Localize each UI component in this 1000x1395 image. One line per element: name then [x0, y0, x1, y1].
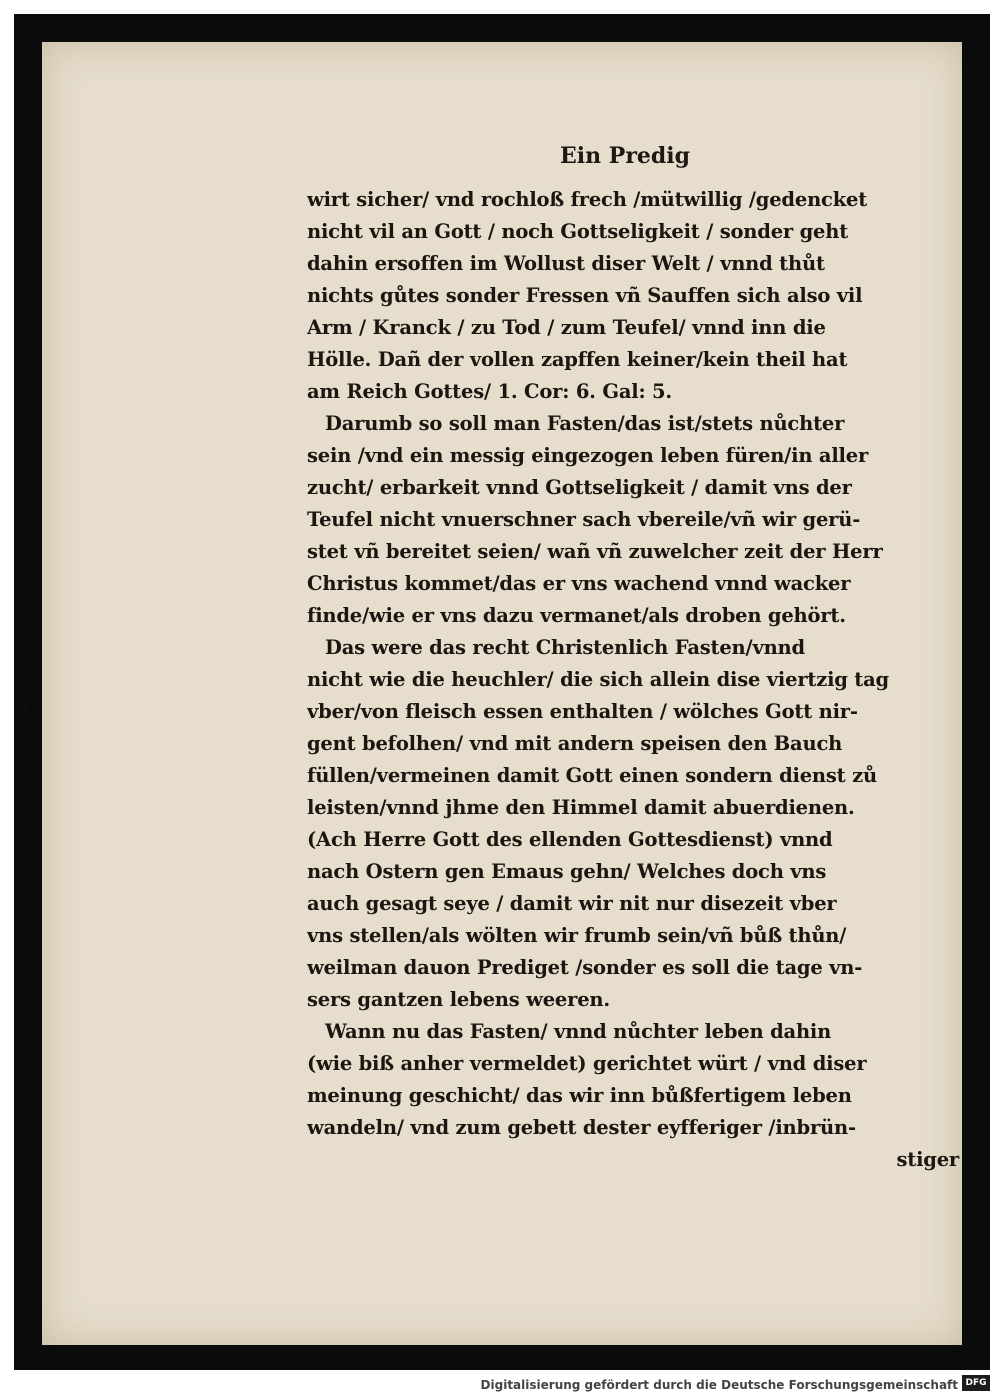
text-line: leisten/vnnd jhme den Himmel damit abuerdienen.	[307, 796, 855, 819]
text-line: weilman dauon Prediget /sonder es soll die tage vn-	[307, 956, 863, 979]
text-line: Wann nu das Fasten/ vnnd nůchter leben dahin	[325, 1020, 832, 1043]
body-text	[307, 184, 962, 1176]
text-line: vber/von fleisch essen enthalten / wölches Gott nir-	[307, 700, 858, 723]
text-line: gent befolhen/ vnd mit andern speisen den Bauch	[307, 732, 843, 755]
text-line: Darumb so soll man Fasten/das ist/stets nůchter	[325, 412, 845, 435]
text-line: Teufel nicht vnuerschner sach vbereile/vñ wir gerü-	[307, 508, 861, 531]
text-line: zucht/ erbarkeit vnnd Gottseligkeit / damit vns der	[307, 476, 852, 499]
text-line: nichts gůtes sonder Fressen vñ Sauffen sich also vil	[307, 284, 863, 307]
text-line: stet vñ bereitet seien/ wañ vñ zuwelcher zeit der Herr	[307, 540, 883, 563]
running-head: Ein Predig	[560, 143, 691, 169]
text-line: wirt sicher/ vnd rochloß frech /mütwillig /gedencket	[307, 188, 868, 211]
text-line: auch gesagt seye / damit wir nit nur disezeit vber	[307, 892, 837, 915]
text-line: nach Ostern gen Emaus gehn/ Welches doch vns	[307, 860, 827, 883]
footer-funding-note: Digitalisierung gefördert durch die Deutsche Forschungsgemeinschaft	[480, 1378, 958, 1392]
text-line: nicht wie die heuchler/ die sich allein dise viertzig tag	[307, 668, 889, 691]
text-line: wandeln/ vnd zum gebett dester eyfferiger /inbrün-	[307, 1116, 856, 1139]
text-line: (Ach Herre Gott des ellenden Gottesdienst) vnnd	[307, 828, 833, 851]
text-line: sein /vnd ein messig eingezogen leben füren/in aller	[307, 444, 869, 467]
text-line: Arm / Kranck / zu Tod / zum Teufel/ vnnd inn die	[307, 316, 826, 339]
margin-speck	[22, 691, 26, 695]
text-line: (wie biß anher vermeldet) gerichtet würt / vnd diser	[307, 1052, 867, 1075]
text-line: Das were das recht Christenlich Fasten/vnnd	[325, 636, 805, 659]
margin-speck	[24, 707, 28, 711]
text-line: finde/wie er vns dazu vermanet/als droben gehört.	[307, 604, 846, 627]
text-line: dahin ersoffen im Wollust diser Welt / vnnd thůt	[307, 252, 825, 275]
catchword: stiger	[896, 1148, 959, 1171]
text-line: Hölle. Dañ der vollen zapffen keiner/kein theil hat	[307, 348, 848, 371]
text-line: nicht vil an Gott / noch Gottseligkeit / sonder geht	[307, 220, 848, 243]
dfg-logo: DFG	[962, 1375, 990, 1391]
text-line: am Reich Gottes/ 1. Cor: 6. Gal: 5.	[307, 380, 673, 403]
text-line: Christus kommet/das er vns wachend vnnd wacker	[307, 572, 851, 595]
text-line: füllen/vermeinen damit Gott einen sondern dienst zů	[307, 764, 877, 787]
text-line: meinung geschicht/ das wir inn bůßfertigem leben	[307, 1084, 852, 1107]
text-line: vns stellen/als wölten wir frumb sein/vñ bůß thůn/	[307, 924, 847, 947]
text-line: sers gantzen lebens weeren.	[307, 988, 610, 1011]
